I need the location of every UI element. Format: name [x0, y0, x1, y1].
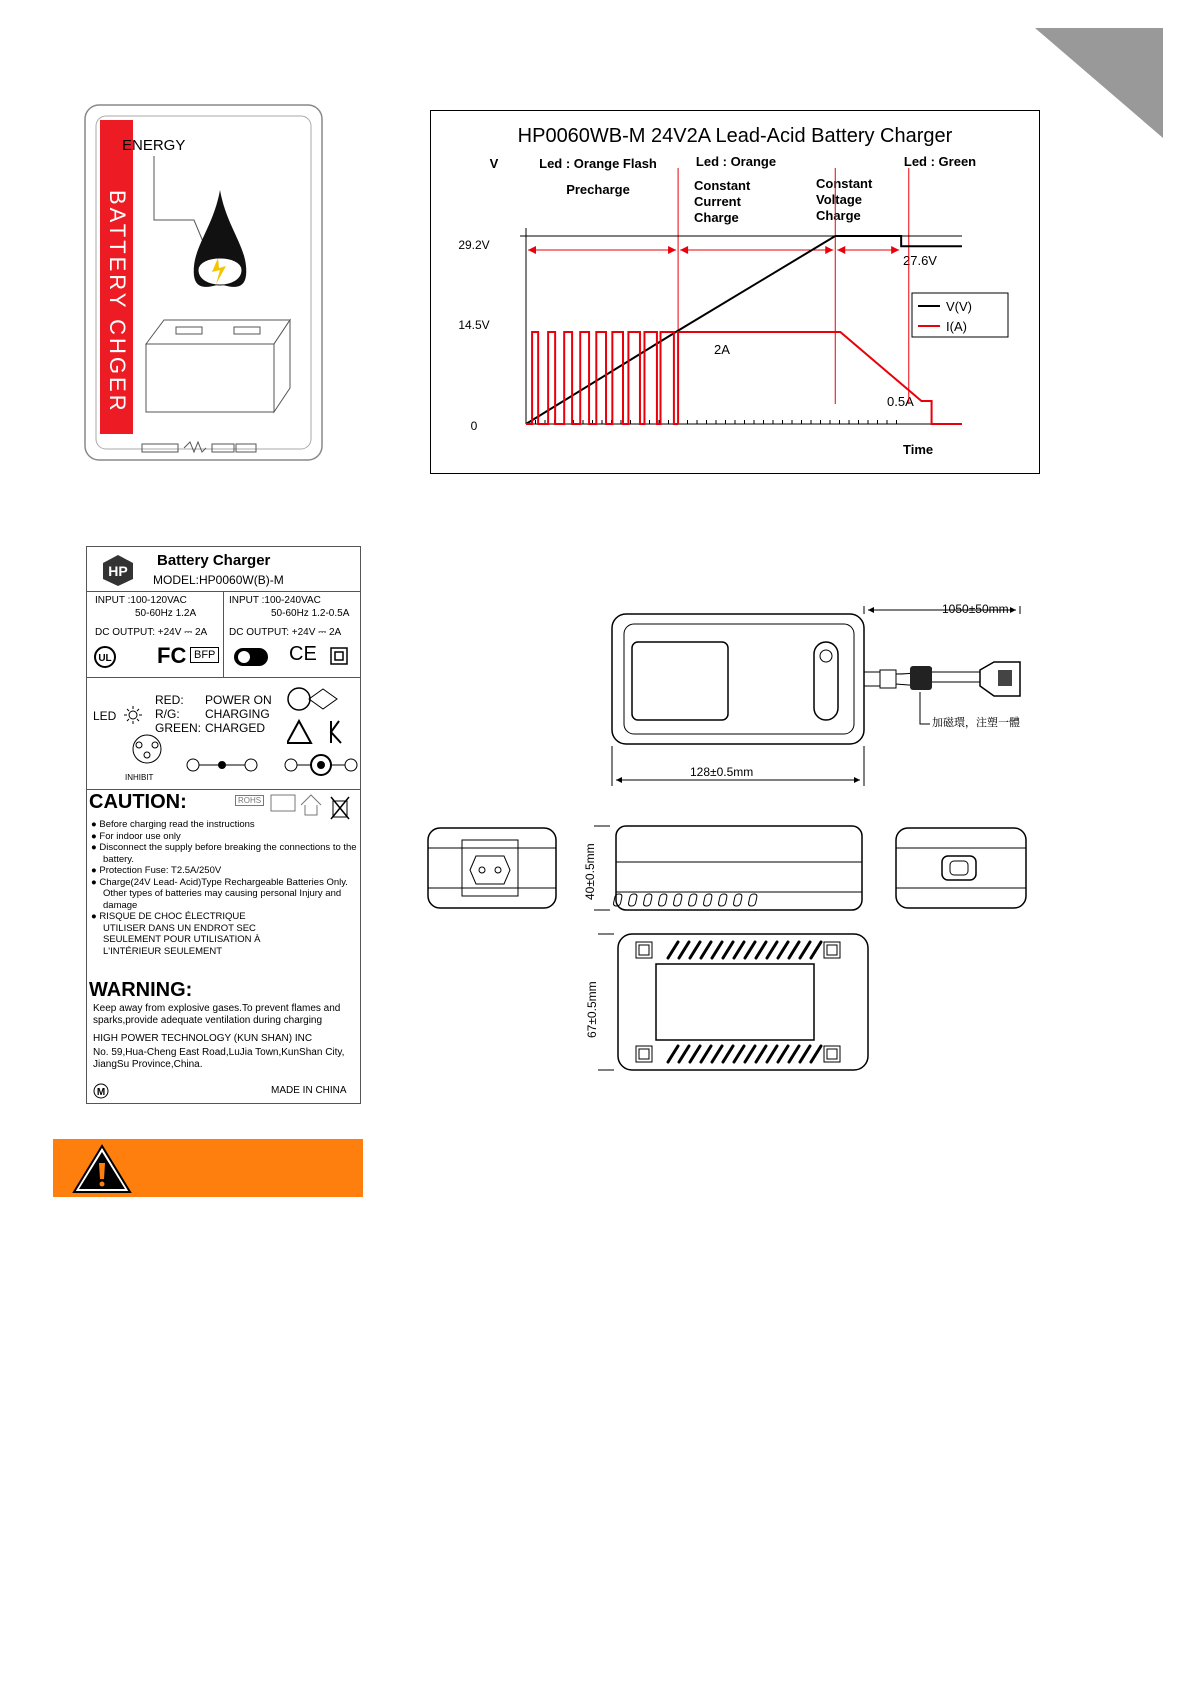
bfp-mark: BFP — [190, 647, 219, 663]
inhibit-label: INHIBIT — [125, 773, 154, 782]
page-corner-decoration — [1035, 28, 1163, 138]
phase-led-0: Led : Orange Flash — [539, 156, 657, 171]
top-view — [612, 606, 1020, 786]
annotation-0-5a: 0.5A — [887, 394, 914, 409]
left-input: INPUT :100-120VAC — [95, 595, 187, 606]
warning-title: WARNING: — [89, 979, 193, 1001]
end-view-right — [896, 828, 1026, 908]
side-view — [594, 826, 862, 910]
svg-text:UL: UL — [98, 653, 112, 664]
bottom-view — [598, 934, 868, 1070]
connector-pinout-icon — [123, 733, 173, 769]
x-axis-label: Time — [903, 442, 934, 457]
caution-title: CAUTION: — [89, 791, 187, 813]
ferrite-note: 加磁環，注塑一體 — [932, 717, 1020, 729]
ul-mark-icon — [93, 645, 123, 669]
phase-name-2: Constant Voltage Charge — [816, 176, 873, 223]
led-red: RED: — [155, 693, 184, 707]
svg-text:HP: HP — [108, 563, 128, 579]
y-tick-14-5: 14.5V — [458, 318, 490, 332]
led-charged: CHARGED — [205, 721, 266, 735]
right-output: DC OUTPUT: +24V ⎓ 2A — [229, 627, 342, 638]
energy-text: ENERGY — [122, 137, 186, 154]
right-input: INPUT :100-240VAC — [229, 595, 321, 606]
charging-curve-chart — [430, 110, 1040, 474]
caution-item: ● Before charging read the instructions — [91, 819, 255, 830]
led-label: LED — [93, 709, 117, 723]
cable-length-dim: 1050±50mm — [942, 602, 1009, 616]
battery-icon — [146, 320, 290, 412]
annotation-2a: 2A — [714, 342, 730, 357]
label-led-section — [87, 677, 360, 790]
caution-item: ● Disconnect the supply before breaking the connections to the battery. — [91, 842, 357, 865]
fc-mark: FC — [157, 643, 187, 668]
chart-legend — [912, 293, 1008, 337]
warning-triangle-icon — [71, 1143, 133, 1195]
led-charging: CHARGING — [205, 707, 270, 721]
caution-item: ● Charge(24V Lead- Acid)Type Rechargeable Batteries Only. Other types of batteries may causing personal Injury and damage — [91, 876, 348, 911]
battery-charger-vertical-text: BATTERY CHGER — [105, 190, 130, 414]
y-axis-label: V — [489, 156, 499, 171]
legend-label-i: I(A) — [946, 319, 967, 334]
m-mark-icon — [93, 1083, 109, 1099]
legend-label-v: V(V) — [946, 299, 972, 314]
warning-text: Keep away from explosive gases.To prevent flames and sparks,provide adequate ventilation during charging — [93, 1003, 341, 1026]
led-sun-icon — [123, 705, 153, 725]
cert-marks-icon — [287, 685, 357, 749]
right-freq: 50-60Hz 1.2-0.5A — [271, 608, 350, 619]
y-tick-0: 0 — [470, 419, 478, 433]
cec-mark-icon — [233, 647, 269, 667]
technical-drawing — [420, 600, 1120, 1080]
phase-name-1-box — [694, 178, 784, 238]
ce-mark: CE — [289, 643, 317, 665]
product-label — [86, 546, 361, 1104]
phase-name-2-box — [816, 176, 896, 236]
y-tick-29-2: 29.2V — [458, 238, 490, 252]
left-output: DC OUTPUT: +24V ⎓ 2A — [95, 627, 208, 638]
label-model: MODEL:HP0060W(B)-M — [153, 573, 284, 587]
annotation-27-6v: 27.6V — [903, 253, 937, 268]
led-rg: R/G: — [155, 707, 180, 721]
made-in-china: MADE IN CHINA — [271, 1085, 347, 1096]
company-name: HIGH POWER TECHNOLOGY (KUN SHAN) INC — [93, 1033, 313, 1044]
rohs-mark: ROHS — [235, 795, 264, 806]
caution-item: ● For indoor use only — [91, 830, 181, 842]
svg-text:M: M — [96, 1087, 106, 1098]
caution-list — [91, 819, 357, 957]
phase-name-0: Precharge — [566, 182, 630, 197]
caution-item: ● RISQUE DE CHOC ÉLECTRIQUE UTILISER DANS UN ENDROT SEC SEULEMENT POUR UTILISATION À L'INTÉRIEUR SEULEMENT — [91, 911, 261, 957]
chart-title: HP0060WB-M 24V2A Lead-Acid Battery Charger — [517, 125, 953, 147]
led-power-on: POWER ON — [205, 693, 272, 707]
phase-led-1: Led : Orange — [695, 154, 777, 169]
phase-led-3: Led : Green — [903, 154, 977, 169]
label-header-section — [87, 547, 360, 678]
front-label-drawing — [84, 104, 324, 462]
double-insulation-icon — [330, 647, 348, 665]
company-address: No. 59,Hua-Cheng East Road,LuJia Town,KunShan City, JiangSu Province,China. — [93, 1047, 345, 1070]
hp-logo-icon — [101, 553, 135, 587]
led-green: GREEN: — [155, 721, 202, 735]
warning-bar — [53, 1139, 363, 1197]
depth-dim: 67±0.5mm — [585, 981, 599, 1038]
height-dim: 40±0.5mm — [583, 843, 597, 900]
polarity-icon-2 — [283, 751, 359, 779]
left-freq: 50-60Hz 1.2A — [135, 608, 197, 619]
width-dim: 128±0.5mm — [690, 765, 754, 779]
polarity-icon-1 — [185, 755, 259, 775]
caution-item: ● Protection Fuse: T2.5A/250V — [91, 865, 222, 876]
phase-name-1: Constant Current Charge — [694, 178, 751, 225]
end-view-left — [428, 828, 556, 908]
label-title: Battery Charger — [157, 552, 271, 569]
